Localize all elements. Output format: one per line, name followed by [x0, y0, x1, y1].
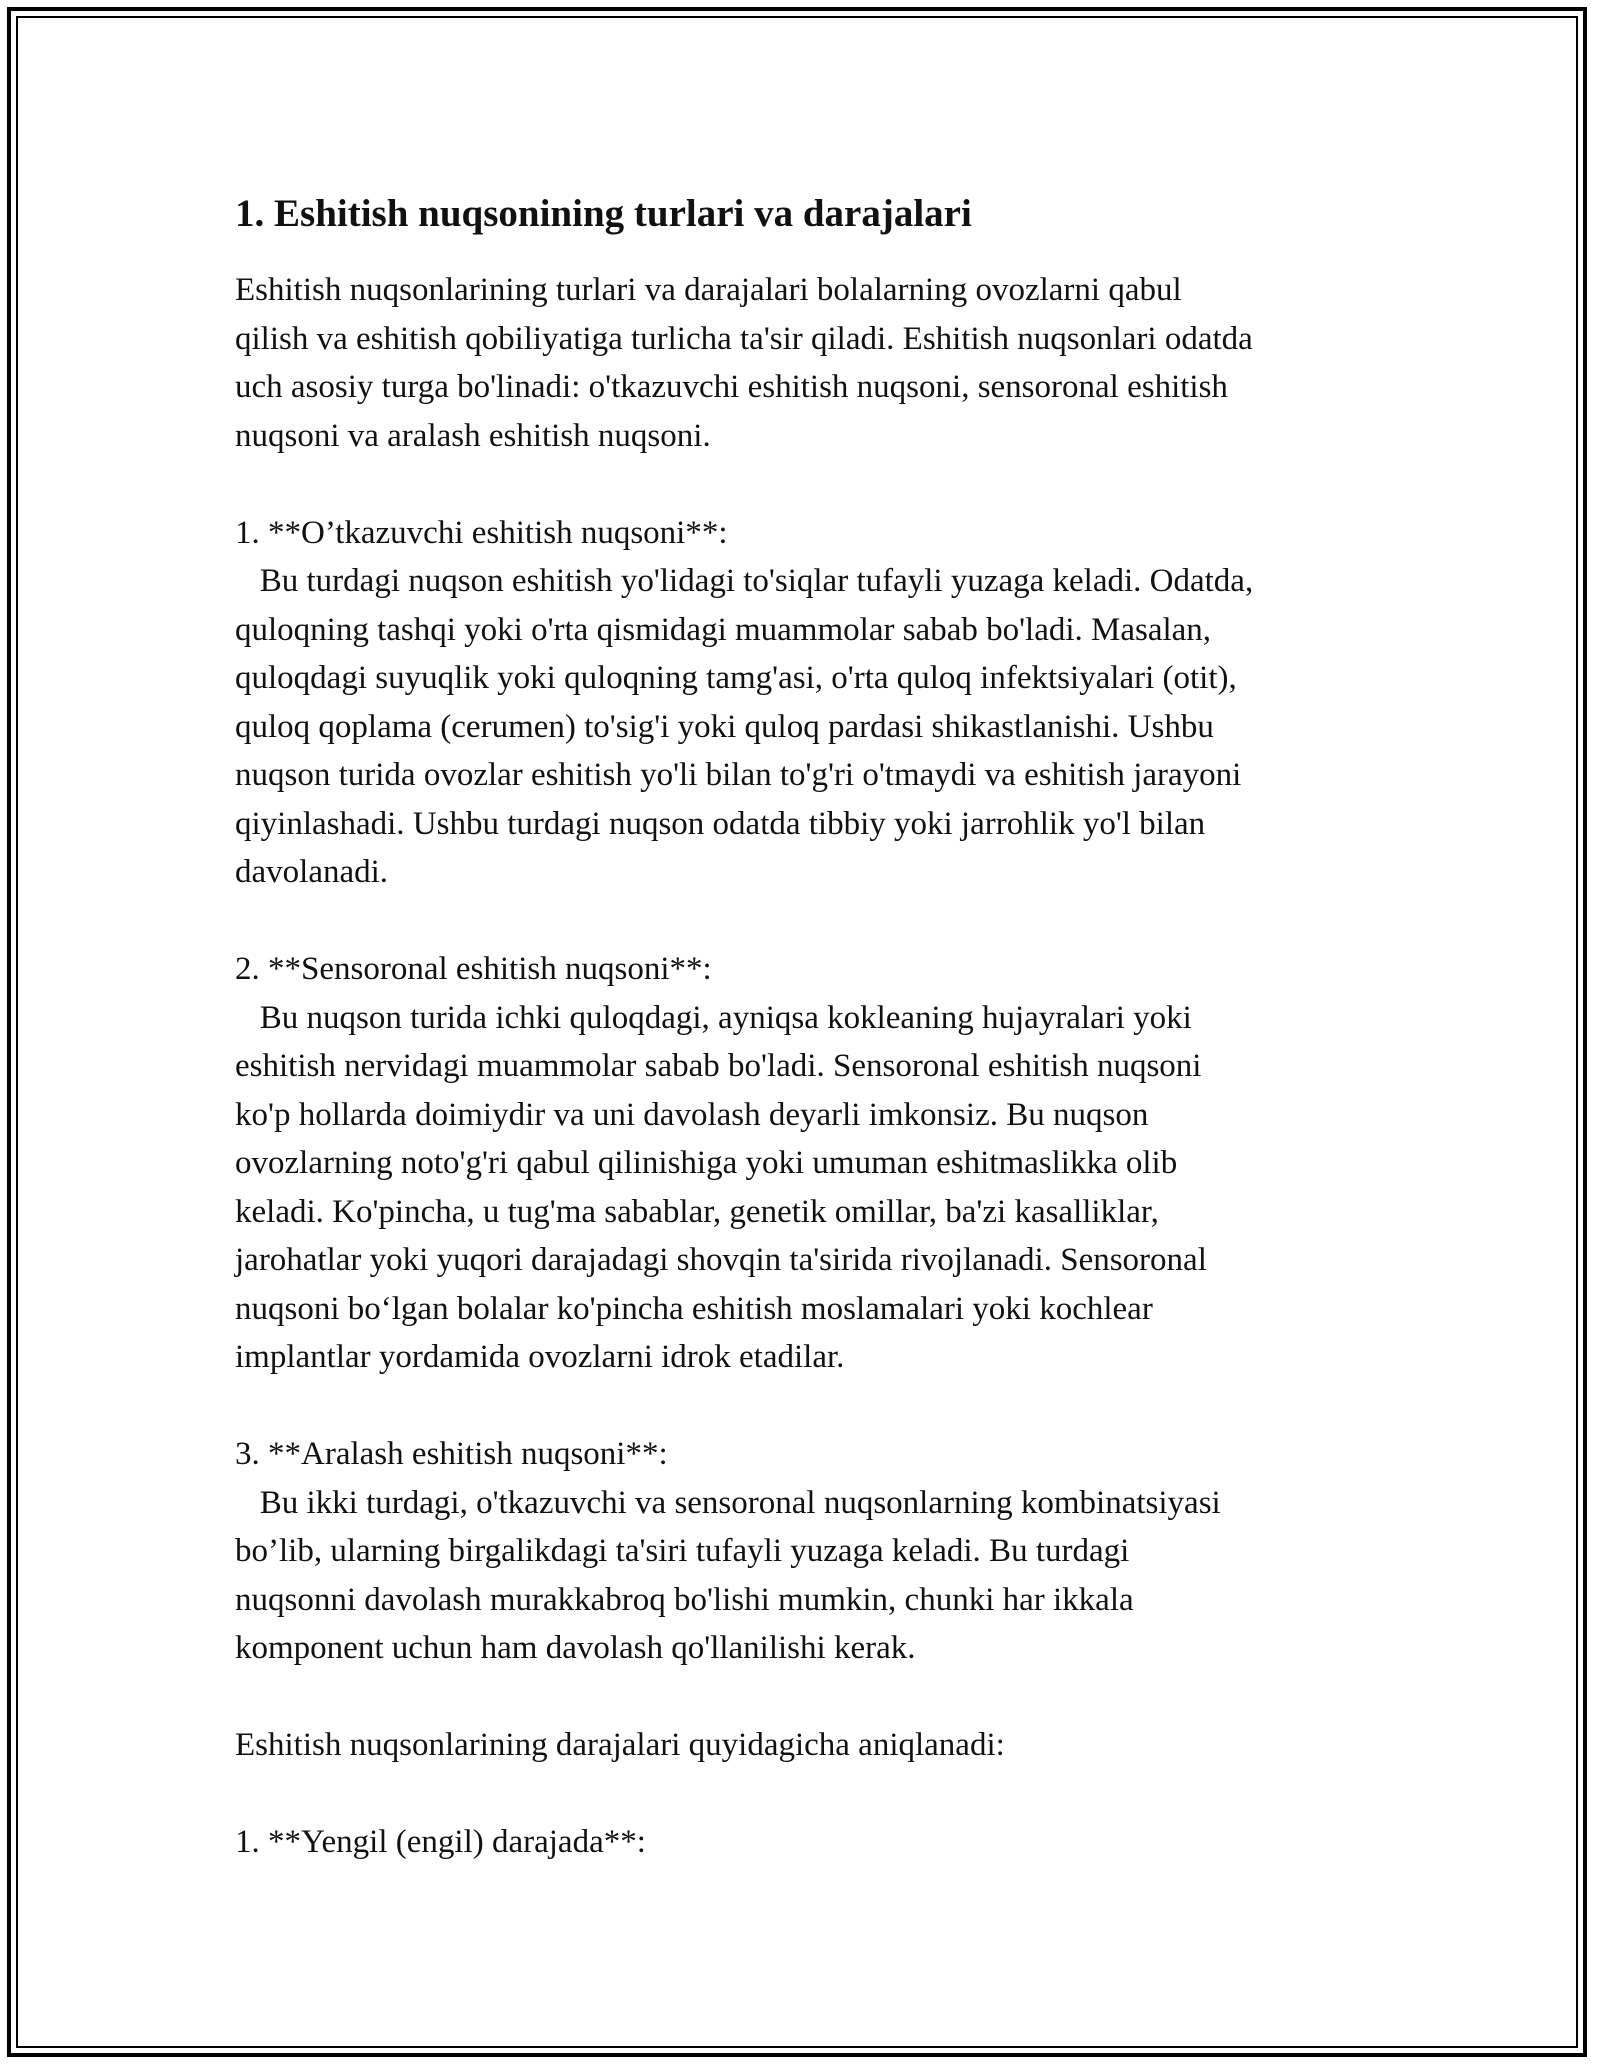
type-body-mixed: Bu ikki turdagi, o'tkazuvchi va sensoronal nuqsonlarning kombinatsiyasi bo’lib, ularning birgalikdagi ta'siri tufayli yuzaga keladi. Bu turdagi nuqsonni davolash murakkabroq bo'lishi mumkin, chunki har ikkala komponent uchun ham davolash qo'llanilishi kerak. [235, 1484, 1221, 1666]
paragraph-spacer [235, 1770, 1385, 1819]
degrees-intro: Eshitish nuqsonlarining darajalari quyidagicha aniqlanadi: [235, 1727, 1005, 1763]
intro-paragraph: Eshitish nuqsonlarining turlari va darajalari bolalarning ovozlarni qabul qilish va eshitish qobiliyatiga turlicha ta'sir qiladi. Eshitish nuqsonlari odatda uch asosiy turga bo'linadi: o'tkazuvchi eshitish nuqsoni, sensoronal eshitish nuqsoni va aralash eshitish nuqsoni. [235, 272, 1253, 454]
section-heading: 1. Eshitish nuqsonining turlari va darajalari [235, 192, 972, 235]
document-body [235, 188, 1385, 1867]
type-body-sensorineural: Bu nuqson turida ichki quloqdagi, ayniqsa kokleaning hujayralari yoki eshitish nervidagi muammolar sabab bo'ladi. Sensoronal eshitish nuqsoni ko'p hollarda doimiydir va uni davolash deyarli imkonsiz. Bu nuqson ovozlarning noto'g'ri qabul qilinishiga yoki umuman eshitmaslikka olib keladi. Ko'pincha, u tug'ma sabablar, genetik omillar, ba'zi kasalliklar, jarohatlar yoki yuqori darajadagi shovqin ta'sirida rivojlanadi. Sensoronal nuqsoni bo‘lgan bolalar ko'pincha eshitish moslamalari yoki kochlear implantlar yordamida ovozlarni idrok etadilar. [235, 999, 1207, 1375]
degree-item-mild: 1. **Yengil (engil) darajada**: [235, 1824, 646, 1860]
type-body-conductive: Bu turdagi nuqson eshitish yo'lidagi to'siqlar tufayli yuzaga keladi. Odatda, quloqning tashqi yoki o'rta qismidagi muammolar sabab bo'ladi. Masalan, quloqdagi suyuqlik yoki quloqning tamg'asi, o'rta quloq infektsiyalari (otit), quloq qoplama (cerumen) to'sig'i yoki quloq pardasi shikastlanishi. Ushbu nuqson turida ovozlar eshitish yo'li bilan to'g'ri o'tmaydi va eshitish jarayoni qiyinlashadi. Ushbu turdagi nuqson odatda tibbiy yoki jarrohlik yo'l bilan davolanadi. [235, 563, 1254, 890]
paragraph-spacer [235, 460, 1385, 509]
paragraph-spacer [235, 1673, 1385, 1722]
type-title-sensorineural: 2. **Sensoronal eshitish nuqsoni**: [235, 951, 712, 987]
paragraph-spacer [235, 1382, 1385, 1431]
paragraph-spacer [235, 897, 1385, 946]
type-title-mixed: 3. **Aralash eshitish nuqsoni**: [235, 1436, 668, 1472]
type-title-conductive: 1. **O’tkazuvchi eshitish nuqsoni**: [235, 514, 728, 551]
